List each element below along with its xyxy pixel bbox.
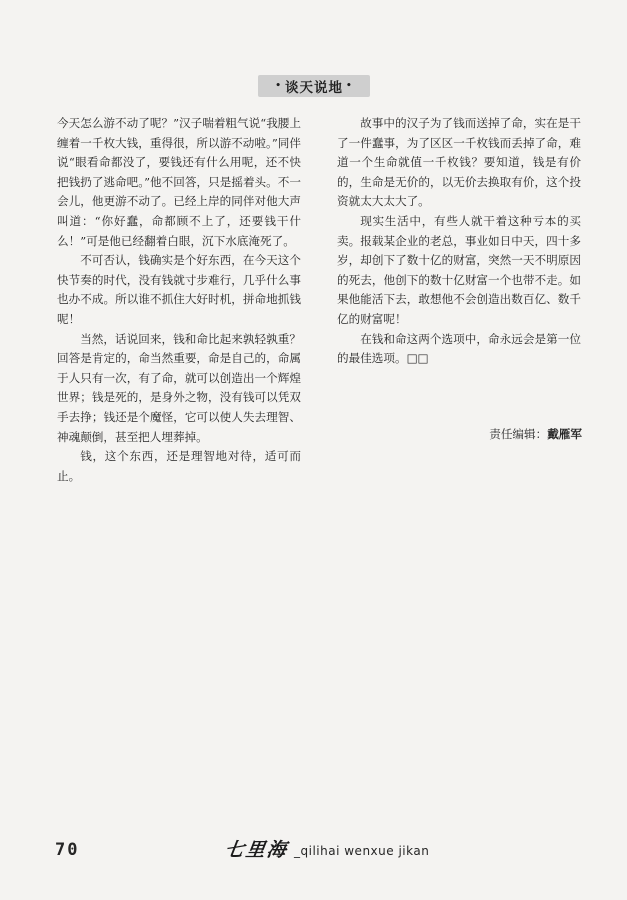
page-number: 70 [55,840,80,860]
paragraph: 不可否认，钱确实是个好东西，在今天这个快节奏的时代，没有钱就寸步难行，几乎什么事也办不成。所以谁不抓住大好时机，拼命地抓钱呢！ [57,253,301,326]
right-column [337,114,581,369]
paragraph: 当然，话说回来，钱和命比起来孰轻孰重？回答是肯定的，命当然重要，命是自己的，命属于人只有一次，有了命，就可以创造出一个辉煌世界；钱是死的，是身外之物，没有钱可以凭双手去挣；钱还是个魔怪，它可以使人失去理智、神魂颠倒，甚至把人埋葬掉。 [57,331,301,444]
header-dot-left: • [275,81,282,91]
paragraph: 现实生活中，有些人就干着这种亏本的买卖。报载某企业的老总，事业如日中天，四十多岁，却创下了数十亿的财富，突然一天不明原因的死去，他创下的数十亿财富一个也带不走。如果他能活下去，敢想他不会创造出数百亿、数千亿的财富呢！ [337,213,581,326]
section-title: 谈天说地 [285,80,343,96]
journal-logo: 七里海 [223,839,290,861]
paragraph: 今天怎么游不动了呢？”汉子喘着粗气说“我腰上缠着一千枚大钱，重得很，所以游不动啦。”同伴说“眼看命都没了，要钱还有什么用呢，还不快把钱扔了逃命吧。”他不回答，只是摇着头。不一会儿，他更游不动了。已经上岸的同伴对他大声叫道：“你好蠢，命都顾不上了，还要钱干什么！”可是他已经翻着白眼，沉下水底淹死了。 [57,116,301,248]
section-header [258,75,370,97]
editor-label: 责任编辑： [489,427,548,441]
left-column [57,114,301,486]
editor-name: 戴雁军 [547,427,582,441]
journal-brand [225,834,429,862]
paragraph: 在钱和命这两个选项中，命永远会是第一位的最佳选项。□□ [337,331,581,366]
paragraph: 钱，这个东西，还是理智地对待，适可而止。 [57,449,301,483]
responsible-editor [430,426,582,442]
paragraph: 故事中的汉子为了钱而送掉了命，实在是干了一件蠢事，为了区区一千枚钱而丢掉了命，难道一个生命就值一千枚钱？要知道，钱是有价的，生命是无价的，以无价去换取有价，这个投资就太大太大了。 [337,116,581,209]
header-dot-right: • [346,81,353,91]
journal-pinyin: _qilihai wenxue jikan [294,844,430,858]
